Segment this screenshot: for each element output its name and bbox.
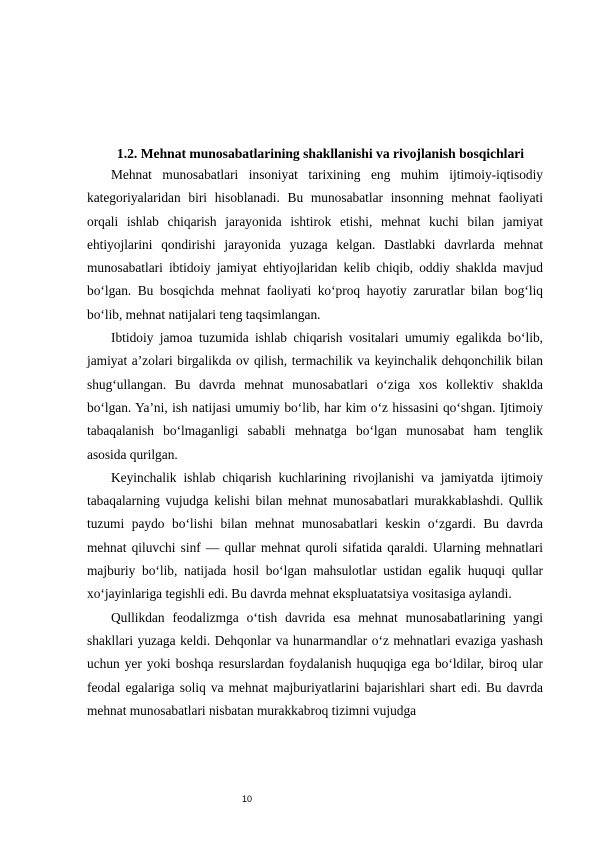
section-title: 1.2. Mehnat munosabatlarining shakllanishi va rivojlanish bosqichlari [116, 146, 525, 161]
paragraph: Mehnat munosabatlari insoniyat tarixining eng muhim ijtimoiy-iqtisodiy kategoriyalaridan biri hisoblanadi. Bu munosabatlar insonning mehnat faoliyati orqali ishlab chiqarish jarayonida ishtirok etishi, mehnat kuchi bilan jamiyat ehtiyojlarini qondirishi jarayonida yuzaga kelgan. Dastlabki davrlarda mehnat munosabatlari ibtidoiy jamiyat ehtiyojlaridan kelib chiqib, oddiy shaklda mavjud bo‘lgan. Bu bosqichda mehnat faoliyati ko‘proq hayotiy zaruratlar bilan bog‘liq bo‘lib, mehnat natijalari teng taqsimlangan. [87, 167, 543, 322]
paragraph: Qullikdan feodalizmga o‘tish davrida esa mehnat munosabatlarining yangi shakllari yuzaga keldi. Dehqonlar va hunarmandlar o‘z mehnatlari evaziga yashash uchun yer yoki boshqa resurslardan foydalanish huquqiga ega bo‘ldilar, biroq ular feodal egalariga soliq va mehnat majburiyatlarini bajarishlari shart edi. Bu davrda mehnat munosabatlari nisbatan murakkabroq tizimni vujudga [87, 609, 543, 718]
page-number: 10 [241, 794, 252, 804]
paragraph: Ibtidoiy jamoa tuzumida ishlab chiqarish vositalari umumiy egalikda bo‘lib, jamiyat a’zolari birgalikda ov qilish, termachilik va keyinchalik dehqonchilik bilan shug‘ullangan. Bu davrda mehnat munosabatlari o‘ziga xos kollektiv shaklda bo‘lgan. Ya’ni, ish natijasi umumiy bo‘lib, har kim o‘z hissasini qo‘shgan. Ijtimoiy tabaqalanish bo‘lmaganligi sababli mehnatga bo‘lgan munosabat ham tenglik asosida qurilgan. [87, 330, 543, 462]
page-content [87, 144, 543, 722]
paragraph: Keyinchalik ishlab chiqarish kuchlarining rivojlanishi va jamiyatda ijtimoiy tabaqalarning vujudga kelishi bilan mehnat munosabatlari murakkablashdi. Qullik tuzumi paydo bo‘lishi bilan mehnat munosabatlari keskin o‘zgardi. Bu davrda mehnat qiluvchi sinf — qullar mehnat quroli sifatida qaraldi. Ularning mehnatlari majburiy bo‘lib, natijada hosil bo‘lgan mahsulotlar ustidan egalik huquqi qullar xo‘jayinlariga tegishli edi. Bu davrda mehnat ekspluatatsiya vositasiga aylandi. [87, 469, 543, 602]
